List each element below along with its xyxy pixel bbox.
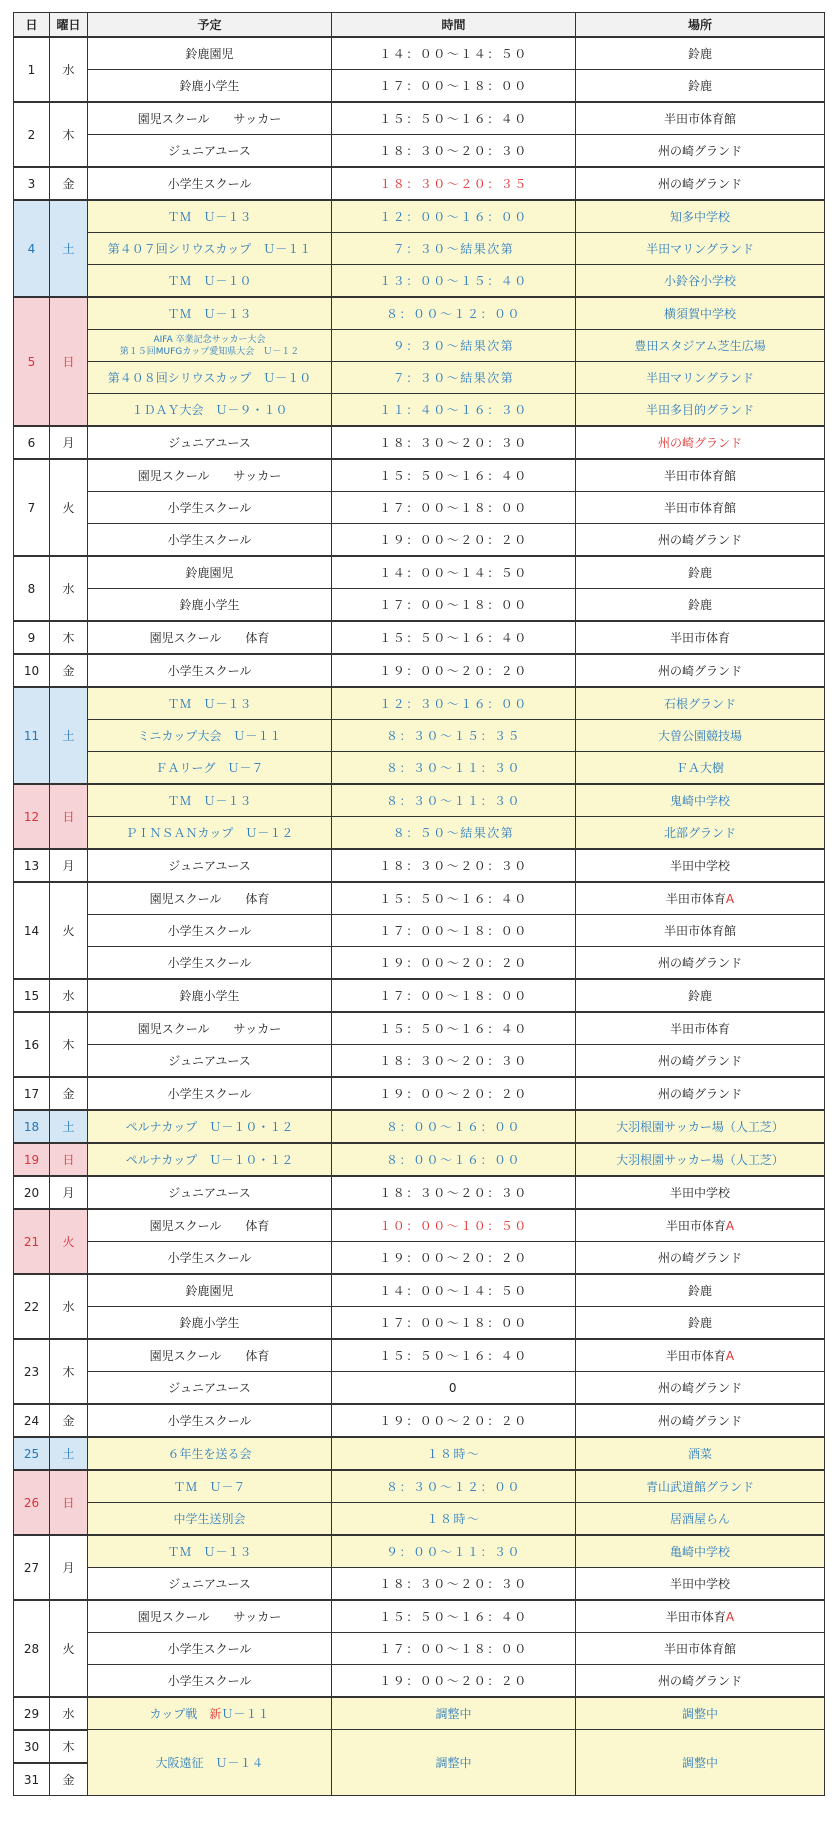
event-cell: 鈴鹿小学生: [88, 589, 332, 622]
time-cell: １５：５０～１６：４０: [332, 882, 576, 915]
event-cell: ジュニアユース: [88, 1372, 332, 1405]
place-suffix: A: [725, 1610, 735, 1624]
day-number: 22: [14, 1274, 50, 1339]
event-cell: ジュニアユース: [88, 426, 332, 459]
place-cell: 石根グランド: [576, 687, 825, 720]
day-number: 6: [14, 426, 50, 459]
place-cell: 州の崎グランド: [576, 1372, 825, 1405]
event-cell: 中学生送別会: [88, 1503, 332, 1536]
place-cell: 半田中学校: [576, 1176, 825, 1209]
schedule-row: [14, 752, 825, 785]
day-number: 29: [14, 1697, 50, 1730]
event-cell: 大阪遠征 Ｕ－１４: [88, 1730, 332, 1796]
place-cell: 州の崎グランド: [576, 1045, 825, 1078]
time-cell: １９：００～２０：２０: [332, 1404, 576, 1437]
event-cell: ＰＩＮＳＡＮカップ Ｕ－１２: [88, 817, 332, 850]
schedule-row: [14, 882, 825, 915]
day-number: 3: [14, 167, 50, 200]
place-cell: 小鈴谷小学校: [576, 265, 825, 298]
schedule-row: [14, 1535, 825, 1568]
time-cell: １８時～: [332, 1503, 576, 1536]
day-of-week: 月: [50, 849, 88, 882]
day-of-week: 金: [50, 1077, 88, 1110]
event-cell: 小学生スクール: [88, 1077, 332, 1110]
schedule-row: [14, 1568, 825, 1601]
day-number: 1: [14, 37, 50, 102]
day-number: 24: [14, 1404, 50, 1437]
time-cell: １２：００～１６：００: [332, 200, 576, 233]
event-cell: 小学生スクール: [88, 1665, 332, 1698]
place-suffix: A: [725, 1219, 735, 1233]
event-cell: ＦＡリーグ Ｕ－７: [88, 752, 332, 785]
time-cell: １７：００～１８：００: [332, 1307, 576, 1340]
time-cell: ８：００～１６：００: [332, 1143, 576, 1176]
time-cell: １７：００～１８：００: [332, 915, 576, 947]
day-number: 18: [14, 1110, 50, 1143]
event-cell: 小学生スクール: [88, 947, 332, 980]
time-cell: １８：３０～２０：３０: [332, 1045, 576, 1078]
event-cell: ＴＭ Ｕ－１０: [88, 265, 332, 298]
schedule-row: [14, 37, 825, 70]
time-cell: １７：００～１８：００: [332, 1633, 576, 1665]
place-cell: ＦＡ大樹: [576, 752, 825, 785]
place-cell: 半田マリングランド: [576, 233, 825, 265]
event-cell: 小学生スクール: [88, 654, 332, 687]
schedule-row: [14, 167, 825, 200]
time-cell: １７：００～１８：００: [332, 492, 576, 524]
schedule-row: [14, 135, 825, 168]
schedule-row: [14, 426, 825, 459]
day-number: 30: [14, 1730, 50, 1763]
header-day: 日: [14, 13, 50, 38]
day-number: 11: [14, 687, 50, 784]
day-29-row: [14, 1697, 825, 1730]
event-cell: 第４０７回シリウスカップ Ｕ－１１: [88, 233, 332, 265]
place-cell: 大羽根園サッカー場（人工芝）: [576, 1110, 825, 1143]
day-of-week: 金: [50, 1404, 88, 1437]
event-text-rest: Ｕ－１１: [221, 1707, 270, 1721]
place-cell: 半田市体育館: [576, 915, 825, 947]
event-cell: 小学生スクール: [88, 167, 332, 200]
time-cell: １９：００～２０：２０: [332, 1665, 576, 1698]
schedule-row: [14, 1110, 825, 1143]
event-cell: 鈴鹿小学生: [88, 70, 332, 103]
time-cell: １８時～: [332, 1437, 576, 1470]
event-cell: 鈴鹿園児: [88, 37, 332, 70]
day-number: 25: [14, 1437, 50, 1470]
day-of-week: 金: [50, 654, 88, 687]
day-of-week: 木: [50, 102, 88, 167]
time-cell: １４：００～１４：５０: [332, 37, 576, 70]
event-cell: 第４０８回シリウスカップ Ｕ－１０: [88, 362, 332, 394]
time-cell: ８：５０～結果次第: [332, 817, 576, 850]
day-number: 21: [14, 1209, 50, 1274]
time-cell: １２：３０～１６：００: [332, 687, 576, 720]
time-cell: ８：３０～１５：３５: [332, 720, 576, 752]
time-cell: １５：５０～１６：４０: [332, 102, 576, 135]
event-cell: 園児スクール 体育: [88, 1209, 332, 1242]
place-cell: 鈴鹿: [576, 556, 825, 589]
time-cell: １４：００～１４：５０: [332, 556, 576, 589]
time-cell: １８：３０～２０：３０: [332, 1568, 576, 1601]
header-row: [14, 13, 825, 38]
event-cell: １ＤＡＹ大会 Ｕ－９・１０: [88, 394, 332, 427]
place-cell: 青山武道館グランド: [576, 1470, 825, 1503]
event-cell: 鈴鹿園児: [88, 556, 332, 589]
place-cell: [576, 1209, 825, 1242]
event-cell: 園児スクール サッカー: [88, 1012, 332, 1045]
time-cell: ８：３０～１２：００: [332, 1470, 576, 1503]
header-event: 予定: [88, 13, 332, 38]
schedule-row: [14, 589, 825, 622]
event-cell: 鈴鹿園児: [88, 1274, 332, 1307]
time-cell: ８：３０～１１：３０: [332, 784, 576, 817]
place-cell: 半田市体育: [576, 621, 825, 654]
event-cell: [88, 1697, 332, 1730]
schedule-row: [14, 1372, 825, 1405]
schedule-row: [14, 1143, 825, 1176]
event-cell: 小学生スクール: [88, 1404, 332, 1437]
day-number: 14: [14, 882, 50, 979]
schedule-row: [14, 459, 825, 492]
time-cell: 調整中: [332, 1697, 576, 1730]
day-of-week: 水: [50, 1697, 88, 1730]
time-cell: １８：３０～２０：３５: [332, 167, 576, 200]
event-cell: ペルナカップ Ｕ－１０・１２: [88, 1143, 332, 1176]
schedule-row: [14, 1437, 825, 1470]
schedule-row: [14, 720, 825, 752]
day-number: 8: [14, 556, 50, 621]
schedule-row: [14, 394, 825, 427]
time-cell: １９：００～２０：２０: [332, 1077, 576, 1110]
place-cell: 州の崎グランド: [576, 654, 825, 687]
place-cell: 半田市体育館: [576, 459, 825, 492]
place-cell: 州の崎グランド: [576, 1404, 825, 1437]
time-cell: ８：００～１６：００: [332, 1110, 576, 1143]
event-cell: ペルナカップ Ｕ－１０・１２: [88, 1110, 332, 1143]
day-of-week: 水: [50, 979, 88, 1012]
schedule-row: [14, 1503, 825, 1536]
event-cell: 小学生スクール: [88, 1633, 332, 1665]
place-cell: 州の崎グランド: [576, 1077, 825, 1110]
schedule-row: [14, 524, 825, 557]
place-cell: 調整中: [576, 1730, 825, 1796]
time-cell: 0: [332, 1372, 576, 1405]
time-cell: １５：５０～１６：４０: [332, 621, 576, 654]
place-cell: 半田中学校: [576, 1568, 825, 1601]
place-cell: 居酒屋らん: [576, 1503, 825, 1536]
day-number: 23: [14, 1339, 50, 1404]
place-cell: 大曽公園競技場: [576, 720, 825, 752]
schedule-row: [14, 654, 825, 687]
schedule-row: [14, 70, 825, 103]
day-of-week: 火: [50, 459, 88, 556]
schedule-row: [14, 330, 825, 362]
time-cell: １０：００～１０：５０: [332, 1209, 576, 1242]
day-29-continued-row: [14, 1730, 825, 1731]
place-cell: [576, 1339, 825, 1372]
event-text: カップ戦: [149, 1707, 210, 1721]
day-number: 31: [14, 1763, 50, 1796]
time-cell: １３：００～１５：４０: [332, 265, 576, 298]
day-of-week: 金: [50, 1763, 88, 1796]
event-cell: ミニカップ大会 Ｕ－１１: [88, 720, 332, 752]
schedule-row: [14, 1209, 825, 1242]
event-cell: ＴＭ Ｕ－１３: [88, 687, 332, 720]
schedule-row: [14, 1307, 825, 1340]
place-cell: 大羽根園サッカー場（人工芝）: [576, 1143, 825, 1176]
day-of-week: 水: [50, 37, 88, 102]
day-of-week: 日: [50, 784, 88, 849]
place-cell: 州の崎グランド: [576, 1665, 825, 1698]
day-number: 19: [14, 1143, 50, 1176]
place-cell: 亀崎中学校: [576, 1535, 825, 1568]
day-of-week: 木: [50, 1012, 88, 1077]
place-cell: 豊田スタジアム芝生広場: [576, 330, 825, 362]
day-number: 26: [14, 1470, 50, 1535]
schedule-row: [14, 102, 825, 135]
time-cell: ７：３０～結果次第: [332, 233, 576, 265]
place-cell: 州の崎グランド: [576, 167, 825, 200]
time-cell: １５：５０～１６：４０: [332, 459, 576, 492]
event-cell: 小学生スクール: [88, 1242, 332, 1275]
event-cell: 園児スクール サッカー: [88, 459, 332, 492]
place-cell: 知多中学校: [576, 200, 825, 233]
day-number: 28: [14, 1600, 50, 1697]
time-cell: ８：３０～１１：３０: [332, 752, 576, 785]
schedule-row: [14, 849, 825, 882]
schedule-row: [14, 621, 825, 654]
time-cell: ７：３０～結果次第: [332, 362, 576, 394]
place-text: 半田市体育: [665, 1610, 726, 1624]
schedule-row: [14, 556, 825, 589]
event-cell: 鈴鹿小学生: [88, 1307, 332, 1340]
event-cell: 園児スクール 体育: [88, 1339, 332, 1372]
time-cell: １８：３０～２０：３０: [332, 426, 576, 459]
day-number: 9: [14, 621, 50, 654]
time-cell: １８：３０～２０：３０: [332, 849, 576, 882]
header-time: 時間: [332, 13, 576, 38]
event-cell: ジュニアユース: [88, 849, 332, 882]
time-cell: ８：００～１２：００: [332, 297, 576, 330]
time-cell: １５：５０～１６：４０: [332, 1600, 576, 1633]
schedule-row: [14, 362, 825, 394]
day-number: 4: [14, 200, 50, 297]
day-of-week: 日: [50, 297, 88, 426]
day-of-week: 水: [50, 1274, 88, 1339]
place-cell: 調整中: [576, 1697, 825, 1730]
event-cell: 園児スクール サッカー: [88, 1600, 332, 1633]
place-cell: 鈴鹿: [576, 1274, 825, 1307]
place-text: 半田市体育: [665, 892, 726, 906]
place-cell: [576, 882, 825, 915]
event-cell: ＴＭ Ｕ－７: [88, 1470, 332, 1503]
day-number: 15: [14, 979, 50, 1012]
time-cell: １５：５０～１６：４０: [332, 1012, 576, 1045]
place-cell: 鈴鹿: [576, 37, 825, 70]
place-cell: 半田市体育: [576, 1012, 825, 1045]
place-cell: 半田市体育館: [576, 492, 825, 524]
schedule-row: [14, 492, 825, 524]
schedule-table: [13, 12, 825, 1796]
day-of-week: 土: [50, 1437, 88, 1470]
place-cell: 酒菜: [576, 1437, 825, 1470]
place-cell: 半田多目的グランド: [576, 394, 825, 427]
schedule-row: [14, 817, 825, 850]
day-of-week: 土: [50, 1110, 88, 1143]
day-of-week: 月: [50, 426, 88, 459]
place-cell: 州の崎グランド: [576, 524, 825, 557]
new-badge: 新: [209, 1707, 222, 1721]
header-place: 場所: [576, 13, 825, 38]
time-cell: ９：００～１１：３０: [332, 1535, 576, 1568]
day-number: 2: [14, 102, 50, 167]
day-number: 10: [14, 654, 50, 687]
schedule-row: [14, 1470, 825, 1503]
header-dow: 曜日: [50, 13, 88, 38]
day-of-week: 木: [50, 1339, 88, 1404]
place-text: 半田市体育: [665, 1349, 726, 1363]
event-text-line2: 第１５回MUFGカップ愛知県大会 Ｕ－１２: [119, 346, 300, 357]
day-of-week: 日: [50, 1470, 88, 1535]
schedule-body: [14, 37, 825, 1796]
day-of-week: 木: [50, 1730, 88, 1763]
event-cell: 小学生スクール: [88, 524, 332, 557]
place-cell: [576, 1600, 825, 1633]
schedule-row: [14, 947, 825, 980]
place-cell: 州の崎グランド: [576, 135, 825, 168]
time-cell: １７：００～１８：００: [332, 589, 576, 622]
day-number: 5: [14, 297, 50, 426]
schedule-row: [14, 1176, 825, 1209]
place-suffix: A: [725, 1349, 735, 1363]
event-cell: 園児スクール サッカー: [88, 102, 332, 135]
day-number: 7: [14, 459, 50, 556]
place-cell: 鈴鹿: [576, 589, 825, 622]
event-cell: [88, 330, 332, 362]
event-cell: ジュニアユース: [88, 1045, 332, 1078]
schedule-row: [14, 297, 825, 330]
time-cell: １８：３０～２０：３０: [332, 135, 576, 168]
day-number: 27: [14, 1535, 50, 1600]
time-cell: １７：００～１８：００: [332, 70, 576, 103]
schedule-row: [14, 1600, 825, 1633]
schedule-row: [14, 1012, 825, 1045]
time-cell: １９：００～２０：２０: [332, 654, 576, 687]
schedule-row: [14, 784, 825, 817]
day-of-week: 土: [50, 687, 88, 784]
day-number: 16: [14, 1012, 50, 1077]
time-cell: 調整中: [332, 1730, 576, 1796]
day-number: 13: [14, 849, 50, 882]
place-cell: 鈴鹿: [576, 70, 825, 103]
place-cell: 鈴鹿: [576, 979, 825, 1012]
time-cell: １５：５０～１６：４０: [332, 1339, 576, 1372]
place-cell: 州の崎グランド: [576, 1242, 825, 1275]
event-cell: 小学生スクール: [88, 492, 332, 524]
schedule-row: [14, 687, 825, 720]
day-of-week: 月: [50, 1535, 88, 1600]
day-number: 17: [14, 1077, 50, 1110]
schedule-row: [14, 1274, 825, 1307]
day-of-week: 木: [50, 621, 88, 654]
time-cell: １７：００～１８：００: [332, 979, 576, 1012]
schedule-row: [14, 265, 825, 298]
event-cell: ジュニアユース: [88, 135, 332, 168]
time-cell: ９：３０～結果次第: [332, 330, 576, 362]
time-cell: １１：４０～１６：３０: [332, 394, 576, 427]
schedule-row: [14, 233, 825, 265]
time-cell: １４：００～１４：５０: [332, 1274, 576, 1307]
event-cell: ＴＭ Ｕ－１３: [88, 1535, 332, 1568]
event-cell: ＴＭ Ｕ－１３: [88, 784, 332, 817]
place-cell: 州の崎グランド: [576, 426, 825, 459]
event-cell: 鈴鹿小学生: [88, 979, 332, 1012]
place-suffix: A: [725, 892, 735, 906]
day-of-week: 火: [50, 1600, 88, 1697]
event-cell: 小学生スクール: [88, 915, 332, 947]
day-of-week: 土: [50, 200, 88, 297]
place-cell: 横須賀中学校: [576, 297, 825, 330]
schedule-row: [14, 1339, 825, 1372]
schedule-row: [14, 1045, 825, 1078]
event-cell: ＴＭ Ｕ－１３: [88, 297, 332, 330]
time-cell: １９：００～２０：２０: [332, 524, 576, 557]
day-of-week: 水: [50, 556, 88, 621]
place-cell: 半田市体育館: [576, 1633, 825, 1665]
time-cell: １９：００～２０：２０: [332, 947, 576, 980]
day-of-week: 火: [50, 882, 88, 979]
schedule-row: [14, 979, 825, 1012]
event-cell: 園児スクール 体育: [88, 882, 332, 915]
event-text: AIFA 卒業記念サッカー大会: [153, 334, 266, 345]
place-cell: 鬼崎中学校: [576, 784, 825, 817]
event-cell: ６年生を送る会: [88, 1437, 332, 1470]
day-of-week: 日: [50, 1143, 88, 1176]
event-cell: ＴＭ Ｕ－１３: [88, 200, 332, 233]
schedule-row: [14, 1404, 825, 1437]
event-cell: ジュニアユース: [88, 1176, 332, 1209]
schedule-row: [14, 200, 825, 233]
place-cell: 州の崎グランド: [576, 947, 825, 980]
time-cell: １９：００～２０：２０: [332, 1242, 576, 1275]
schedule-row: [14, 1633, 825, 1665]
place-cell: 半田中学校: [576, 849, 825, 882]
place-cell: 半田市体育館: [576, 102, 825, 135]
day-of-week: 月: [50, 1176, 88, 1209]
schedule-row: [14, 1242, 825, 1275]
schedule-row: [14, 1077, 825, 1110]
place-cell: 北部グランド: [576, 817, 825, 850]
time-cell: １８：３０～２０：３０: [332, 1176, 576, 1209]
event-cell: ジュニアユース: [88, 1568, 332, 1601]
place-cell: 半田マリングランド: [576, 362, 825, 394]
schedule-row: [14, 915, 825, 947]
day-number: 12: [14, 784, 50, 849]
place-text: 半田市体育: [665, 1219, 726, 1233]
day-number: 20: [14, 1176, 50, 1209]
schedule-row: [14, 1665, 825, 1698]
day-of-week: 火: [50, 1209, 88, 1274]
event-cell: 園児スクール 体育: [88, 621, 332, 654]
day-of-week: 金: [50, 167, 88, 200]
place-cell: 鈴鹿: [576, 1307, 825, 1340]
